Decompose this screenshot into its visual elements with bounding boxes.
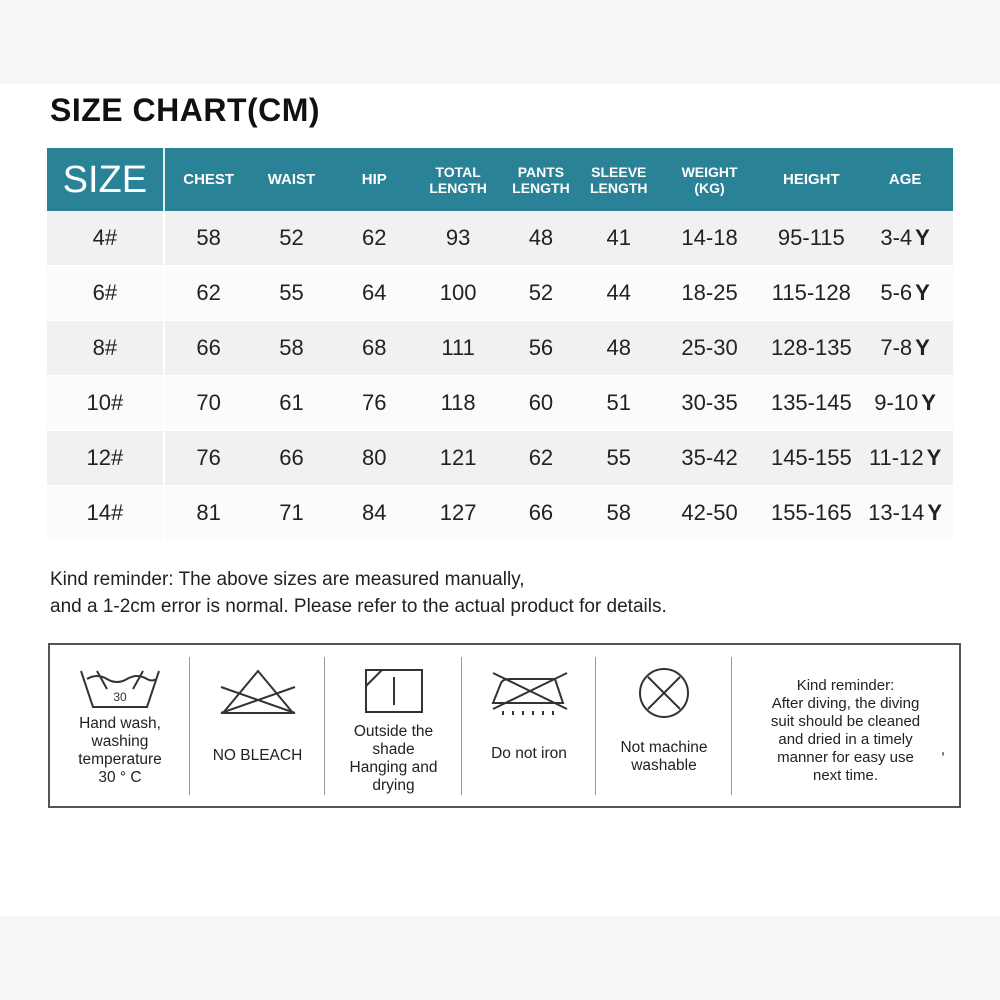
cell-waist: 58	[279, 335, 304, 360]
care-dive-note	[732, 645, 959, 806]
cell-weight: 25-30	[681, 335, 738, 360]
cell-age	[857, 376, 953, 430]
cell-age	[857, 431, 953, 485]
cell-hip: 64	[362, 280, 387, 305]
cell-total-length: 111	[441, 335, 475, 360]
size-table	[47, 148, 953, 541]
age-value: 9-10	[874, 390, 919, 415]
page-title: SIZE CHART(CM)	[50, 92, 321, 128]
cell-chest: 70	[196, 390, 221, 415]
cell-total-length: 121	[439, 445, 477, 470]
cell-total-length: 118	[440, 390, 476, 415]
cell-sleeve-length: 41	[606, 225, 631, 250]
cell-hip: 84	[362, 500, 387, 525]
cell-height: 145-155	[770, 445, 852, 470]
table-row	[47, 486, 953, 541]
cell-sleeve-length: 55	[606, 445, 631, 470]
cell-hip: 76	[362, 390, 387, 415]
cell-height: 95-115	[777, 225, 845, 250]
cell-weight: 35-42	[681, 445, 738, 470]
cell-total-length: 93	[445, 225, 471, 250]
cell-hip: 62	[362, 225, 387, 250]
age-value: 5-6	[880, 280, 913, 305]
cell-sleeve-length: 44	[606, 280, 631, 305]
dive-note-trailing: ,	[940, 741, 945, 758]
care-no-machine-wash	[596, 645, 732, 806]
cell-chest: 66	[196, 335, 221, 360]
no-bleach-caption: NO BLEACH	[212, 747, 303, 764]
age-value: 3-4	[880, 225, 913, 250]
cell-size: 12#	[47, 431, 165, 485]
header-weight: WEIGHT (KG)	[681, 163, 738, 196]
cell-hip: 68	[362, 335, 387, 360]
cell-pants-length: 48	[528, 225, 554, 250]
header-hip: HIP	[361, 170, 387, 188]
cell-height: 115-128	[771, 280, 851, 305]
care-shade-dry	[325, 645, 462, 806]
cell-height: 128-135	[770, 335, 852, 360]
cell-height: 155-165	[770, 500, 852, 525]
cell-age	[857, 321, 953, 375]
no-machine-wash-caption: Not machine washable	[620, 739, 708, 774]
cell-chest: 62	[196, 280, 221, 305]
cell-height: 135-145	[770, 390, 852, 415]
header-age: AGE	[888, 170, 922, 188]
table-row	[47, 266, 953, 321]
cell-waist: 52	[279, 225, 304, 250]
cell-size: 4#	[47, 211, 165, 265]
care-instructions-box	[48, 643, 961, 808]
shade-dry-icon	[364, 667, 424, 715]
reminder-line-2: and a 1-2cm error is normal. Please refer to the actual product for details.	[50, 596, 667, 617]
cell-pants-length: 62	[528, 445, 554, 470]
header-waist: WAIST	[267, 170, 316, 188]
cell-weight: 14-18	[681, 225, 738, 250]
measurement-reminder	[50, 566, 667, 620]
header-sleeve-length: SLEEVE LENGTH	[589, 163, 648, 196]
cell-size: 10#	[47, 376, 165, 430]
cell-chest: 76	[196, 445, 221, 470]
care-no-bleach	[190, 645, 325, 806]
no-iron-icon	[489, 667, 569, 717]
cell-sleeve-length: 58	[606, 500, 631, 525]
no-machine-wash-icon	[636, 667, 692, 719]
shade-dry-caption: Outside the shade Hanging and drying	[349, 723, 438, 794]
cell-weight: 18-25	[681, 280, 738, 305]
age-unit: Y	[915, 280, 930, 305]
dive-note-caption: Kind reminder: After diving, the diving suit should be cleaned and dried in a timely manner for easy use next time.	[770, 677, 921, 784]
age-unit: Y	[921, 390, 936, 415]
cell-sleeve-length: 51	[606, 390, 631, 415]
care-no-iron	[462, 645, 596, 806]
hand-wash-caption: Hand wash, washing temperature 30 ° C	[78, 715, 162, 786]
header-chest: CHEST	[183, 170, 235, 188]
age-value: 11-12	[868, 445, 924, 470]
cell-pants-length: 56	[528, 335, 554, 360]
cell-weight: 42-50	[681, 500, 738, 525]
cell-chest: 58	[196, 225, 221, 250]
cell-age	[857, 211, 953, 265]
table-header	[47, 148, 953, 211]
cell-hip: 80	[362, 445, 387, 470]
cell-sleeve-length: 48	[606, 335, 631, 360]
age-value: 7-8	[880, 335, 913, 360]
wash-temperature: 30	[113, 690, 127, 704]
cell-size: 6#	[47, 266, 165, 320]
cell-age	[857, 266, 953, 320]
cell-waist: 71	[279, 500, 304, 525]
care-hand-wash	[50, 645, 190, 806]
age-unit: Y	[915, 225, 930, 250]
header-total-length: TOTAL LENGTH	[429, 163, 487, 196]
cell-total-length: 100	[439, 280, 477, 305]
cell-size: 14#	[47, 486, 165, 540]
cell-size: 8#	[47, 321, 165, 375]
table-row	[47, 431, 953, 486]
header-pants-length: PANTS LENGTH	[512, 163, 570, 196]
header-height: HEIGHT	[783, 170, 840, 188]
hand-wash-30-icon	[77, 667, 163, 715]
table-row	[47, 211, 953, 266]
age-unit: Y	[915, 335, 930, 360]
cell-weight: 30-35	[681, 390, 738, 415]
cell-chest: 81	[196, 500, 221, 525]
age-unit: Y	[926, 445, 942, 470]
table-row	[47, 376, 953, 431]
reminder-line-1: Kind reminder: The above sizes are measured manually,	[50, 569, 525, 590]
header-size: SIZE	[47, 148, 165, 211]
cell-pants-length: 52	[528, 280, 554, 305]
cell-total-length: 127	[439, 500, 477, 525]
cell-waist: 66	[279, 445, 304, 470]
cell-pants-length: 66	[528, 500, 554, 525]
no-iron-caption: Do not iron	[491, 745, 567, 762]
cell-waist: 61	[279, 390, 304, 415]
cell-pants-length: 60	[528, 390, 554, 415]
table-row	[47, 321, 953, 376]
age-unit: Y	[927, 500, 943, 525]
no-bleach-icon	[213, 667, 303, 717]
cell-waist: 55	[279, 280, 304, 305]
age-value: 13-14	[868, 500, 925, 525]
cell-age	[857, 486, 953, 540]
